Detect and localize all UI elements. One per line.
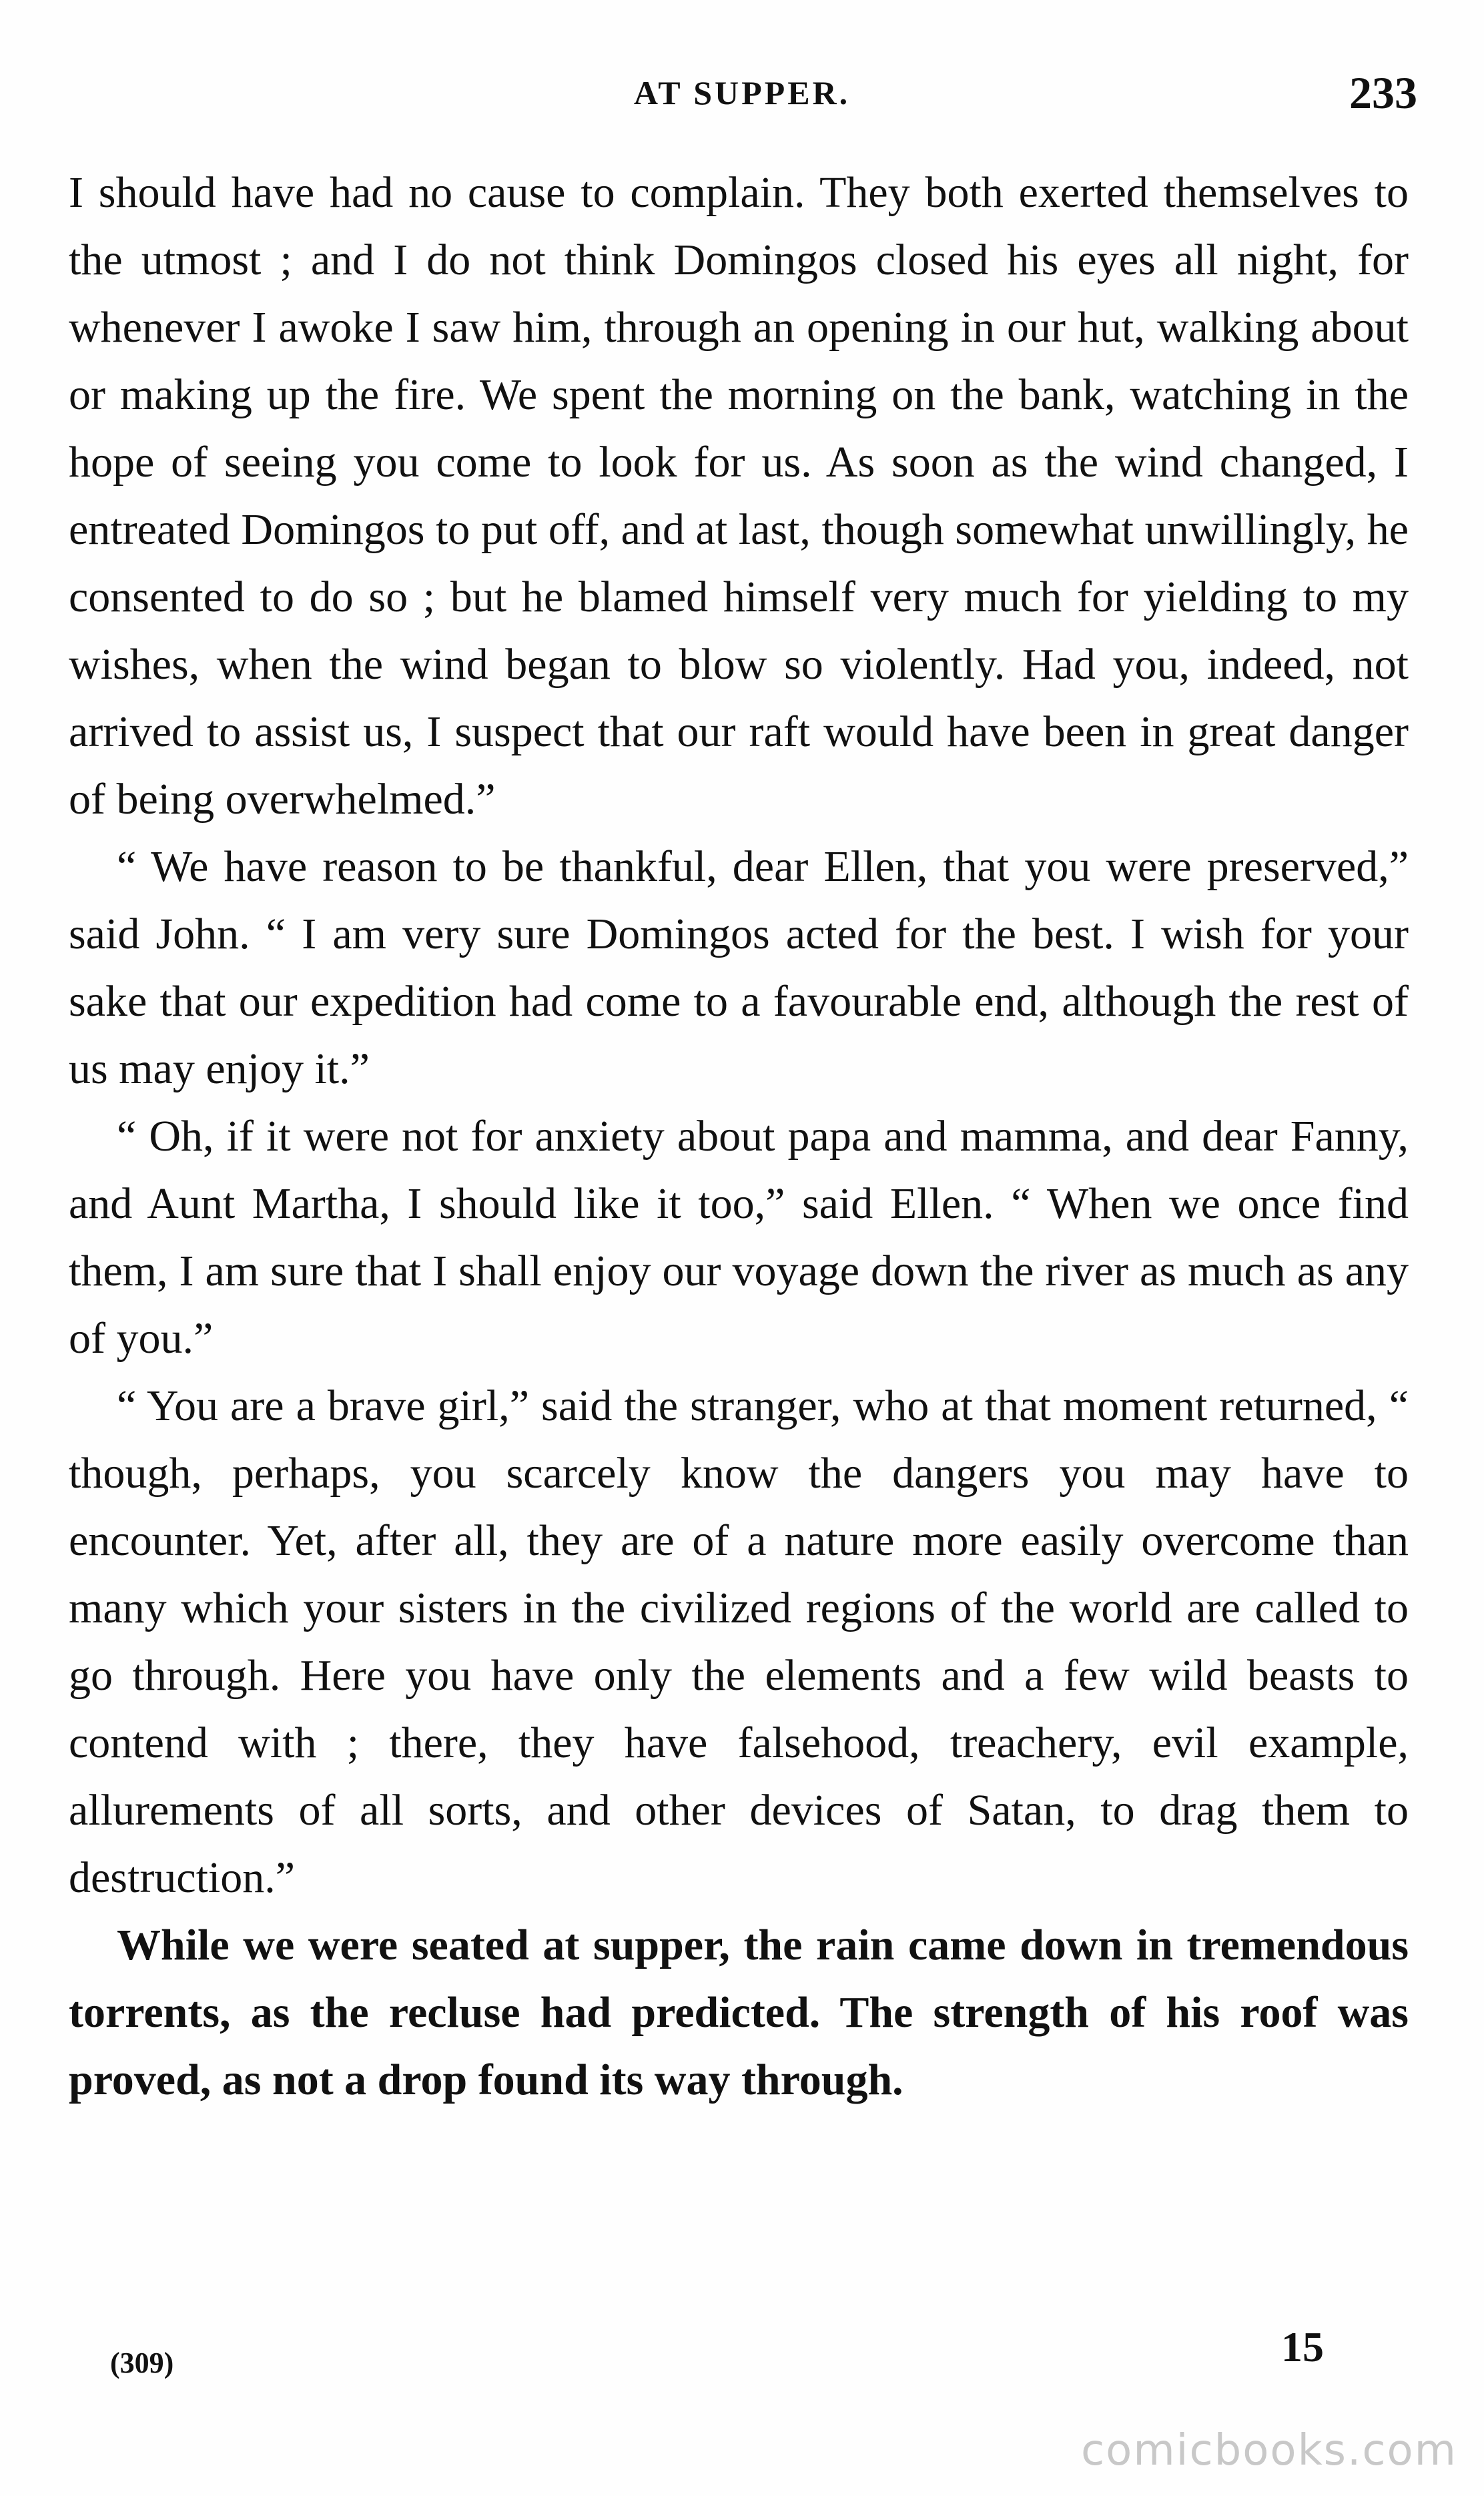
paragraph-2: “ We have reason to be thankful, dear Ellen, that you were preserved,” said John. “ I am very sure Domingos acted for the best. I wish for your sake that our expedition had come to a favourable end, although the rest of us may enjoy it.”: [69, 842, 1409, 1093]
paragraph-5: While we were seated at supper, the rain came down in tremendous torrents, as the recluse had predicted. The strength of his roof was proved, as not a drop found its way through.: [69, 1921, 1409, 2104]
print-code: (309): [110, 2347, 174, 2379]
signature-mark: 15: [1281, 2323, 1324, 2371]
running-title: AT SUPPER.: [633, 74, 851, 111]
page-number: 233: [1349, 67, 1417, 118]
running-head: [0, 67, 1484, 140]
paragraph-4: “ You are a brave girl,” said the stranger, who at that moment returned, “ though, perhaps, you scarcely know the dangers you may have to encounter. Yet, after all, they are of a nature more easily overcome than many which your sisters in the civilized regions of the world are called to go through. Here you have only the elements and a few wild beasts to contend with ; there, they have falsehood, treachery, evil example, allurements of all sorts, and other devices of Satan, to drag them to destruction.”: [69, 1381, 1409, 1902]
paragraph-1: I should have had no cause to complain. They both exerted themselves to the utmost ; and I do not think Domingos closed his eyes all night, for whenever I awoke I saw him, through an opening in our hut, walking about or making up the fire. We spent the morning on the bank, watching in the hope of seeing you come to look for us. As soon as the wind changed, I entreated Domingos to put off, and at last, though somewhat unwillingly, he consented to do so ; but he blamed himself very much for yielding to my wishes, when the wind began to blow so violently. Had you, indeed, not arrived to assist us, I suspect that our raft would have been in great danger of being overwhelmed.”: [69, 168, 1409, 824]
body-text: [69, 159, 1409, 2114]
paragraph-3: “ Oh, if it were not for anxiety about papa and mamma, and dear Fanny, and Aunt Martha, I should like it too,” said Ellen. “ When we once find them, I am sure that I shall enjoy our voyage down the river as much as any of you.”: [69, 1112, 1409, 1363]
watermark: comicbooks.com: [1080, 2426, 1457, 2475]
